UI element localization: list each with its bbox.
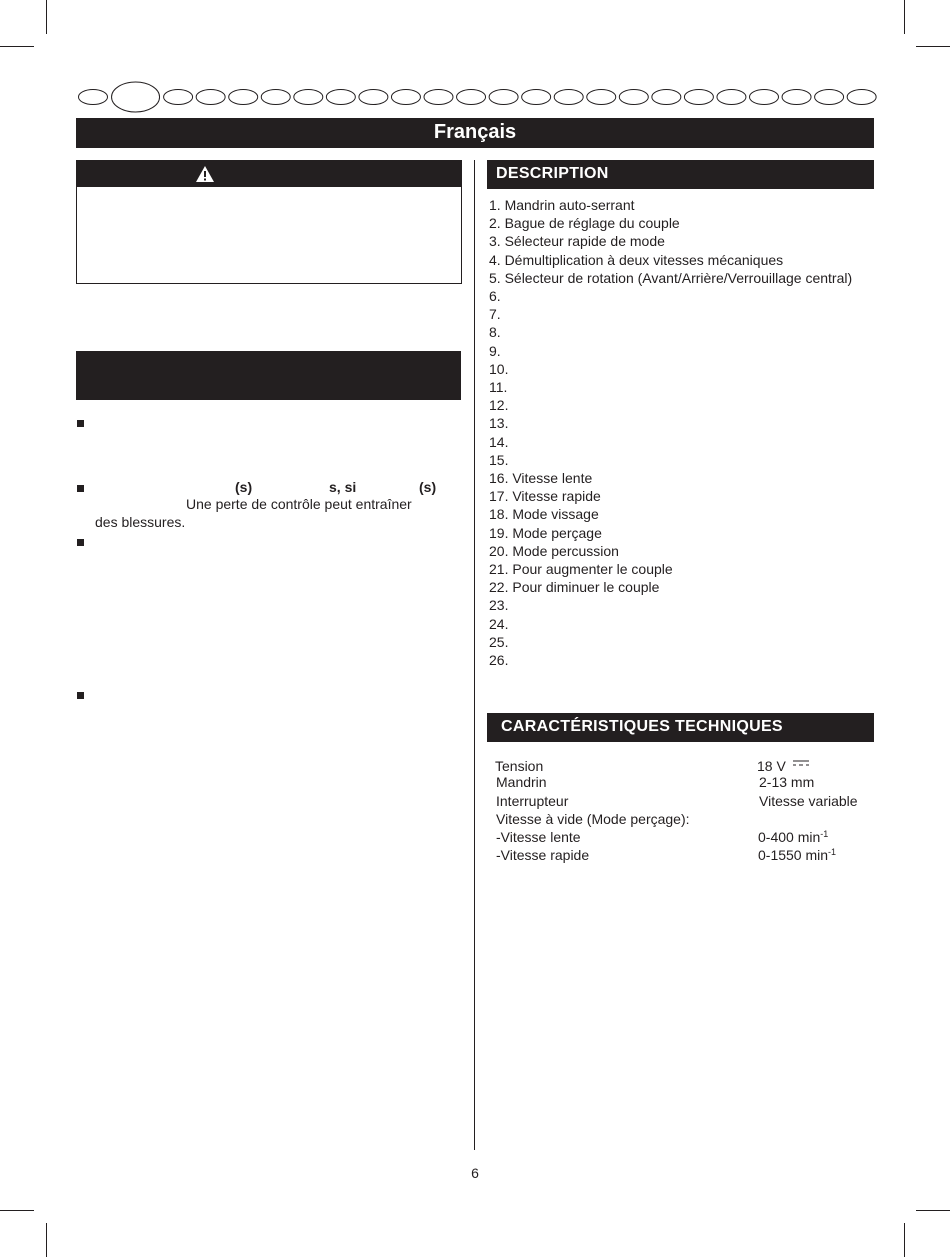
description-item: 11. [489, 379, 508, 395]
description-header [487, 160, 874, 189]
language-tab [424, 90, 453, 105]
spec-label: -Vitesse lente [496, 829, 581, 845]
section-header-block [76, 351, 461, 400]
bullet-text-fragment: s, si [329, 479, 357, 495]
language-tab [229, 90, 258, 105]
description-item: 19. Mode perçage [489, 524, 602, 541]
language-tab [554, 90, 583, 105]
description-item: 7. [489, 306, 501, 323]
bullet-text: des blessures. [95, 514, 186, 530]
spec-label: Vitesse à vide (Mode perçage): [496, 811, 690, 827]
language-tab [847, 90, 876, 105]
direct-current-icon [792, 760, 810, 768]
description-item: 10. [489, 360, 509, 377]
crop-mark [0, 1210, 34, 1211]
description-item: 12. [489, 397, 509, 414]
bullet-text-fragment: (s) [235, 479, 253, 495]
language-tab [359, 90, 388, 105]
language-tab [164, 90, 193, 105]
description-item: 1. Mandrin auto-serrant [489, 197, 635, 213]
description-item: 24. [489, 615, 509, 632]
page-title: Français [433, 121, 517, 143]
spec-label: Mandrin [496, 774, 547, 790]
description-item: 4. Démultiplication à deux vitesses mécaniques [489, 251, 784, 268]
language-tab [326, 90, 355, 105]
description-item: 23. [489, 597, 509, 614]
description-item: 16. Vitesse lente [489, 470, 593, 486]
language-tab [522, 90, 551, 105]
description-item: 18. Mode vissage [489, 506, 599, 523]
language-tab [196, 90, 225, 105]
spec-value: 2-13 mm [759, 774, 815, 790]
language-tabs [0, 0, 950, 115]
spec-value: 0-1550 $\min^{-1}$ [758, 847, 837, 863]
language-tab [750, 90, 779, 105]
description-item: 15. [489, 451, 509, 468]
specs-heading: CARACTÉRISTIQUES TECHNIQUES [501, 718, 783, 735]
description-item: 5. Sélecteur de rotation (Avant/Arrière/Verrouillage central) [489, 269, 853, 286]
language-tab [652, 90, 681, 105]
crop-mark [46, 1223, 47, 1257]
description-item: 6. [489, 288, 501, 304]
description-item: 9. [489, 342, 501, 359]
language-tab [391, 90, 420, 105]
spec-value: Vitesse variable [759, 793, 858, 809]
description-item: 17. Vitesse rapide [489, 488, 601, 505]
language-tab [587, 90, 616, 105]
specs-header [487, 713, 874, 742]
language-tab [79, 90, 108, 105]
bullet-marker [77, 539, 84, 546]
spec-value-tension: 18 V [757, 758, 810, 774]
language-tab [261, 90, 290, 105]
language-tab [684, 90, 713, 105]
page-number: 6 [471, 1165, 479, 1181]
description-item: 8. [489, 324, 501, 341]
spec-label: Tension [495, 758, 544, 774]
warning-box [76, 160, 462, 284]
language-tab [457, 90, 486, 105]
description-item: 2. Bague de réglage du couple [489, 215, 680, 232]
language-tab [782, 90, 811, 105]
description-item: 21. Pour augmenter le couple [489, 561, 673, 577]
column-divider [474, 160, 475, 1150]
description-item: 13. [489, 415, 509, 432]
spec-value: 0-400 $\min^{-1}$ [758, 829, 829, 845]
language-tab [815, 90, 844, 105]
description-item: 25. [489, 633, 509, 650]
bullet-text-fragment: (s) [419, 479, 437, 495]
language-tab [294, 90, 323, 105]
warning-triangle-icon [195, 165, 215, 183]
description-item: 14. [489, 433, 509, 450]
language-title-bar [76, 118, 874, 148]
spec-label: -Vitesse rapide [496, 847, 590, 863]
bullet-marker [77, 485, 84, 492]
language-tab [489, 90, 518, 105]
bullet-marker [77, 420, 84, 427]
spec-label: Interrupteur [496, 793, 569, 809]
language-tab [717, 90, 746, 105]
description-item: 20. Mode percussion [489, 542, 619, 559]
description-heading: DESCRIPTION [496, 165, 609, 182]
description-item: 3. Sélecteur rapide de mode [489, 233, 665, 250]
bullet-marker [77, 692, 84, 699]
description-item: 22. Pour diminuer le couple [489, 579, 660, 596]
crop-mark [904, 1223, 905, 1257]
warning-header [77, 161, 461, 187]
bullet-text: Une perte de contrôle peut entraîner [186, 496, 412, 512]
language-tab-selected [112, 82, 160, 112]
description-item: 26. [489, 652, 509, 668]
language-tab [619, 90, 648, 105]
crop-mark [916, 1210, 950, 1211]
